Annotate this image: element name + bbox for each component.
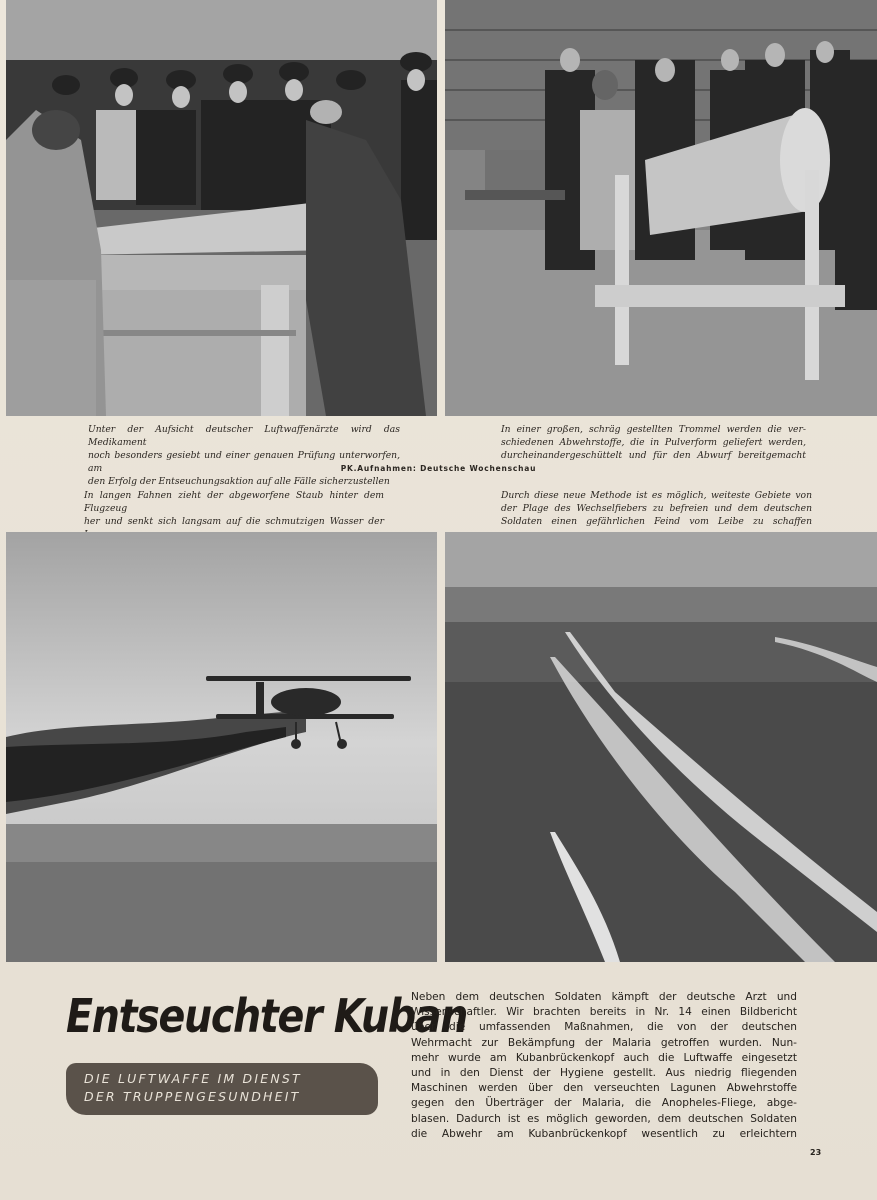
subtitle-banner <box>66 1063 378 1115</box>
caption-top-right: In einer großen, schräg gestellten Trommel werden die ver- schiedenen Abwehrstoffe, die in Pulverform geliefert werden, durcheinandergeschüttelt und für den Abwurf bereitgemacht <box>501 424 806 461</box>
article-title: Entseuchter Kuban <box>66 989 468 1043</box>
photo-credit: PK.Aufnahmen: Deutsche Wochenschau <box>340 464 537 473</box>
caption-mid-left: In langen Fahnen zieht der abgeworfene Staub hinter dem Flugzeug her und senkt sich langsam auf die schmutzigen Wasser der <box>84 490 384 527</box>
photo-mixing-drum <box>445 0 877 416</box>
page-number: 23 <box>810 1148 822 1157</box>
photo-aerial-lagoons <box>445 532 877 962</box>
article-title-block <box>66 989 468 1043</box>
photo-biplane-dusting <box>6 532 437 962</box>
article-body: Neben dem deutschen Soldaten kämpft der deutsche Arzt und Wissenschaftler. Wir brachten bereits in Nr. 14 einen Bildbericht über die umfassenden Maßnahmen, die von der deutschen Wehrmacht zur Bekämpfung der Malaria getroffen wurden. Nun- mehr wurde am Kubanbrückenkopf auch die Luftwaffe eingesetzt und in den Dienst der Hygiene gestellt. Aus niedrig fliegenden Maschinen werden über den verseuchten Lagunen Abwehrstoffe gegen den Überträger der Malaria, die Anopheles-Fliege, abge- blasen. Dadurch ist es möglich geworden, dem deutschen Soldaten die Abwehr am Kubanbrückenkopf wesentlich zu erleichtern <box>411 991 797 1140</box>
article-subtitle: DIE LUFTWAFFE IM DIENST DER TRUPPENGESUNDHEIT <box>84 1071 302 1104</box>
caption-top-left: Unter der Aufsicht deutscher Luftwaffenärzte wird das Medikament noch besonders gesiebt und einer genauen Prüfung unterworfen, am den Erfolg der Entseuchungsaktion auf alle Fälle sicherzustellen <box>88 424 400 487</box>
photo-officers-sieving <box>6 0 437 416</box>
caption-mid-right: Durch diese neue Methode ist es möglich, weiteste Gebiete von der Plage des Wechselfiebers zu befreien und dem deutschen Soldaten einen gefährlichen Feind vom Leibe zu schaffen <box>501 490 812 527</box>
